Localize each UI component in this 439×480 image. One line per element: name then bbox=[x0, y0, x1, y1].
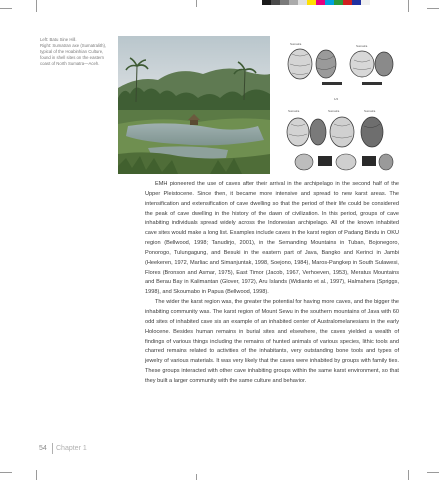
crop-mark bbox=[36, 0, 37, 12]
color-registration-bar bbox=[262, 0, 370, 5]
artifact-figure bbox=[284, 38, 396, 174]
artifact-label: Sumatra bbox=[328, 109, 340, 113]
crop-mark bbox=[196, 474, 197, 480]
paragraph: EMH pioneered the use of caves after their arrival in the archipelago in the second half of the Upper Pleistocene. Since then, it became more intensive and spread to new karst areas. The intensification and extensification of cave dwelling so that the period of their life could be considered the peak of cave dwelling in the history of the dawn of civilization. In this period, groups of cave inhabiting individuals spread widely across the Indonesian archipelago. All of the known inhabited cave sites would make a long list. Examples include caves in the karst region of Padang Bindu in OKU region (Bellwood, 1998; Tanudirjo, 2001), in the Semanding Mountains in Tuban, Bojonegoro, Ponorogo, Tulungagung, and Besuki in the eastern part of Java, Bangko and Kerinci in Jambi (Heekeren, 1972, Marliac and Simanjuntak, 1998, Soejono, 1984), Maros-Pangkep in South Sulawesi, Flores (Bronson and Asmar, 1975), East Timor (Jacob, 1967, Verhoeven, 1953), Meratus Mountains and Berau Bay in Kalimantan (Glover, 1972), Aru Islands (Widianto et al., 1997), Halmahera (Spriggs, 1998), and Skoumabo in Papua (Bellwood, 1998). bbox=[145, 181, 399, 296]
svg-text:1/2: 1/2 bbox=[334, 97, 339, 101]
crop-mark bbox=[0, 472, 12, 473]
artifact-label: Sumatra bbox=[356, 44, 368, 48]
landscape-image bbox=[118, 36, 270, 174]
artifact-label: Sumatra bbox=[364, 109, 376, 113]
crop-mark bbox=[427, 8, 439, 9]
artifact-label: Sumatra bbox=[288, 109, 300, 113]
crop-mark bbox=[427, 472, 439, 473]
caption-line: Right: Sumatran axe (Sumatralith), bbox=[40, 42, 107, 48]
crop-mark bbox=[36, 470, 37, 480]
footer-divider bbox=[52, 443, 53, 454]
crop-mark bbox=[196, 0, 197, 7]
caption-line: Left: Batu Sine Hill. bbox=[40, 37, 77, 42]
caption-line: coast of North Sumatra—Aceh. bbox=[40, 60, 100, 66]
batu-sine-hill-photo bbox=[118, 36, 270, 174]
artifact-label: Sumatra bbox=[290, 42, 302, 46]
crop-mark bbox=[408, 0, 409, 12]
crop-mark bbox=[408, 470, 409, 480]
caption-line: typical of the Hoabinhian Culture, bbox=[40, 48, 104, 54]
crop-mark bbox=[0, 8, 12, 9]
article-body bbox=[145, 180, 399, 387]
paragraph: The wider the karst region was, the greater the potential for having more caves, and the bigger the inhabiting community was. The karst region of Mount Sewu in the southern mountains of Java with 60 odd sites of inhabited cave sis an example of an inhabited center of Australomelanesians in the early Holocene. Besides human remains in burial sites and elsewhere, the caves yielded a wealth of findings of various things including the remains of hunted animals of various species, lithic tools and charred remains related to activities of the inhabitants, very outstanding bone tools and types of jewelry of various materials. It was very likely that the caves were inhabited by groups with family ties. These groups interacted with other cave inhabiting groups within the same karst environment, so that they built a larger community with the same culture and behavior. bbox=[145, 299, 399, 384]
figure-caption bbox=[40, 37, 114, 67]
sumatralith-drawings bbox=[284, 38, 396, 174]
caption-line: found in shell sites on the eastern bbox=[40, 54, 105, 60]
chapter-label: Chapter 1 bbox=[56, 445, 87, 452]
page-number: 54 bbox=[39, 445, 47, 452]
